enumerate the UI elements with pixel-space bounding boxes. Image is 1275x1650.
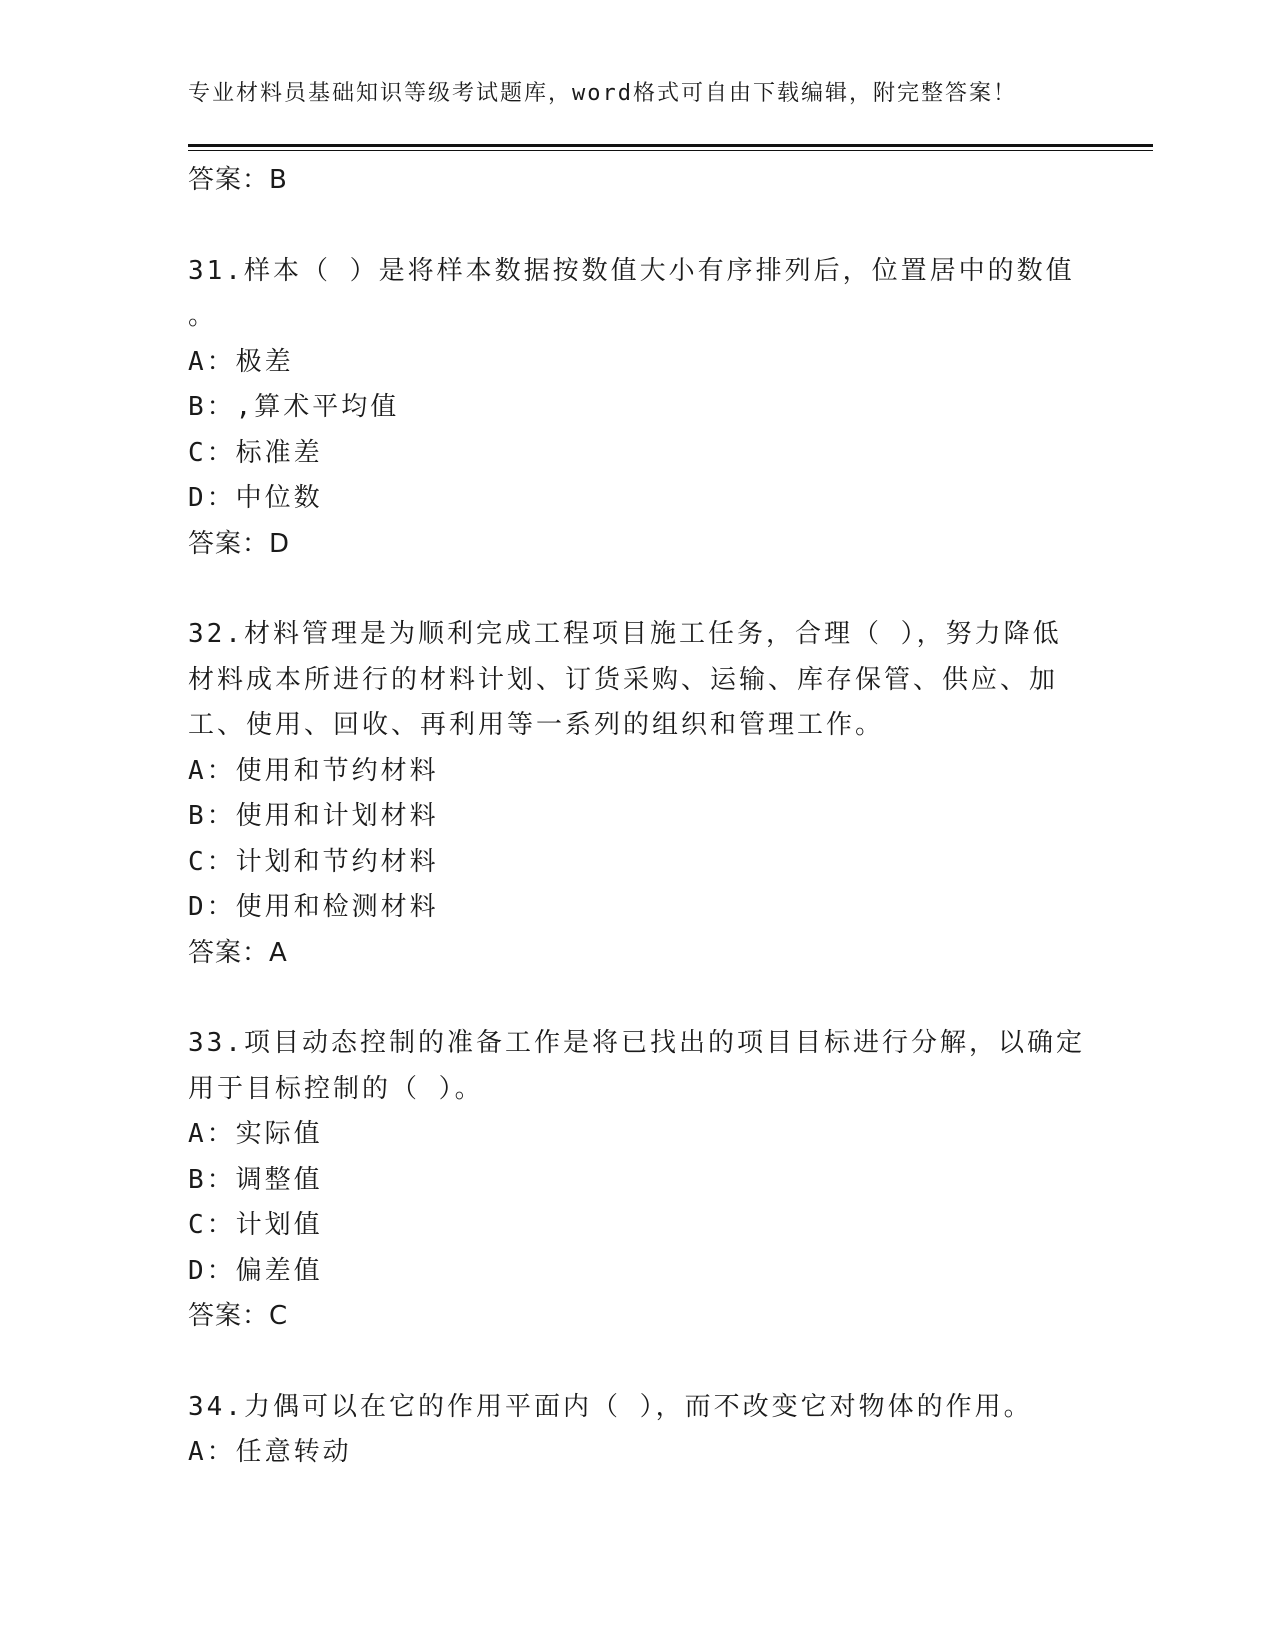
option-b: B：,算术平均值 <box>188 392 400 422</box>
spacer <box>188 976 1088 1021</box>
header-rule-thick <box>188 144 1153 147</box>
spacer <box>188 567 1088 612</box>
option-d: D：偏差值 <box>188 1255 323 1286</box>
question-stem-line: 材料成本所进行的材料计划、订货采购、运输、库存保管、供应、加 <box>188 664 1059 695</box>
question-stem-line: 用于目标控制的（ ）。 <box>188 1073 484 1104</box>
option-b: B：调整值 <box>188 1164 323 1195</box>
answer: 答案：D <box>188 528 291 559</box>
spacer <box>188 204 1088 249</box>
option-d: D：使用和检测材料 <box>188 892 439 922</box>
option-c: C：计划和节约材料 <box>188 846 439 877</box>
question-stem-line: 。 <box>188 301 218 331</box>
answer: 答案：C <box>188 1301 289 1331</box>
option-d: D：中位数 <box>188 483 323 513</box>
option-c: C：标准差 <box>188 437 323 468</box>
spacer <box>188 1340 1088 1385</box>
question-stem-line: 工、使用、回收、再利用等一系列的组织和管理工作。 <box>188 710 885 740</box>
header-rule-thin <box>188 150 1153 151</box>
option-a: A：极差 <box>188 346 294 377</box>
option-a: A：任意转动 <box>188 1437 352 1467</box>
option-a: A：使用和节约材料 <box>188 755 439 786</box>
question-33 <box>188 1021 1088 1340</box>
question-stem-line: 31.样本（ ）是将样本数据按数值大小有序排列后，位置居中的数值 <box>188 255 1075 286</box>
option-c: C：计划值 <box>188 1210 323 1240</box>
question-32 <box>188 612 1088 976</box>
answer: 答案：A <box>188 937 288 968</box>
question-stem-line: 32.材料管理是为顺利完成工程项目施工任务，合理（ ），努力降低 <box>188 619 1062 649</box>
option-a: A：实际值 <box>188 1119 323 1149</box>
question-34 <box>188 1385 1088 1476</box>
question-stem-line: 33.项目动态控制的准备工作是将已找出的项目目标进行分解，以确定 <box>188 1028 1085 1058</box>
question-31 <box>188 249 1088 568</box>
option-b: B：使用和计划材料 <box>188 801 439 831</box>
page-header: 专业材料员基础知识等级考试题库，word格式可自由下载编辑，附完整答案！ <box>188 81 1017 106</box>
question-content <box>188 158 1088 1476</box>
previous-answer: 答案：B <box>188 165 288 195</box>
question-stem-line: 34.力偶可以在它的作用平面内（ ），而不改变它对物体的作用。 <box>188 1391 1033 1422</box>
